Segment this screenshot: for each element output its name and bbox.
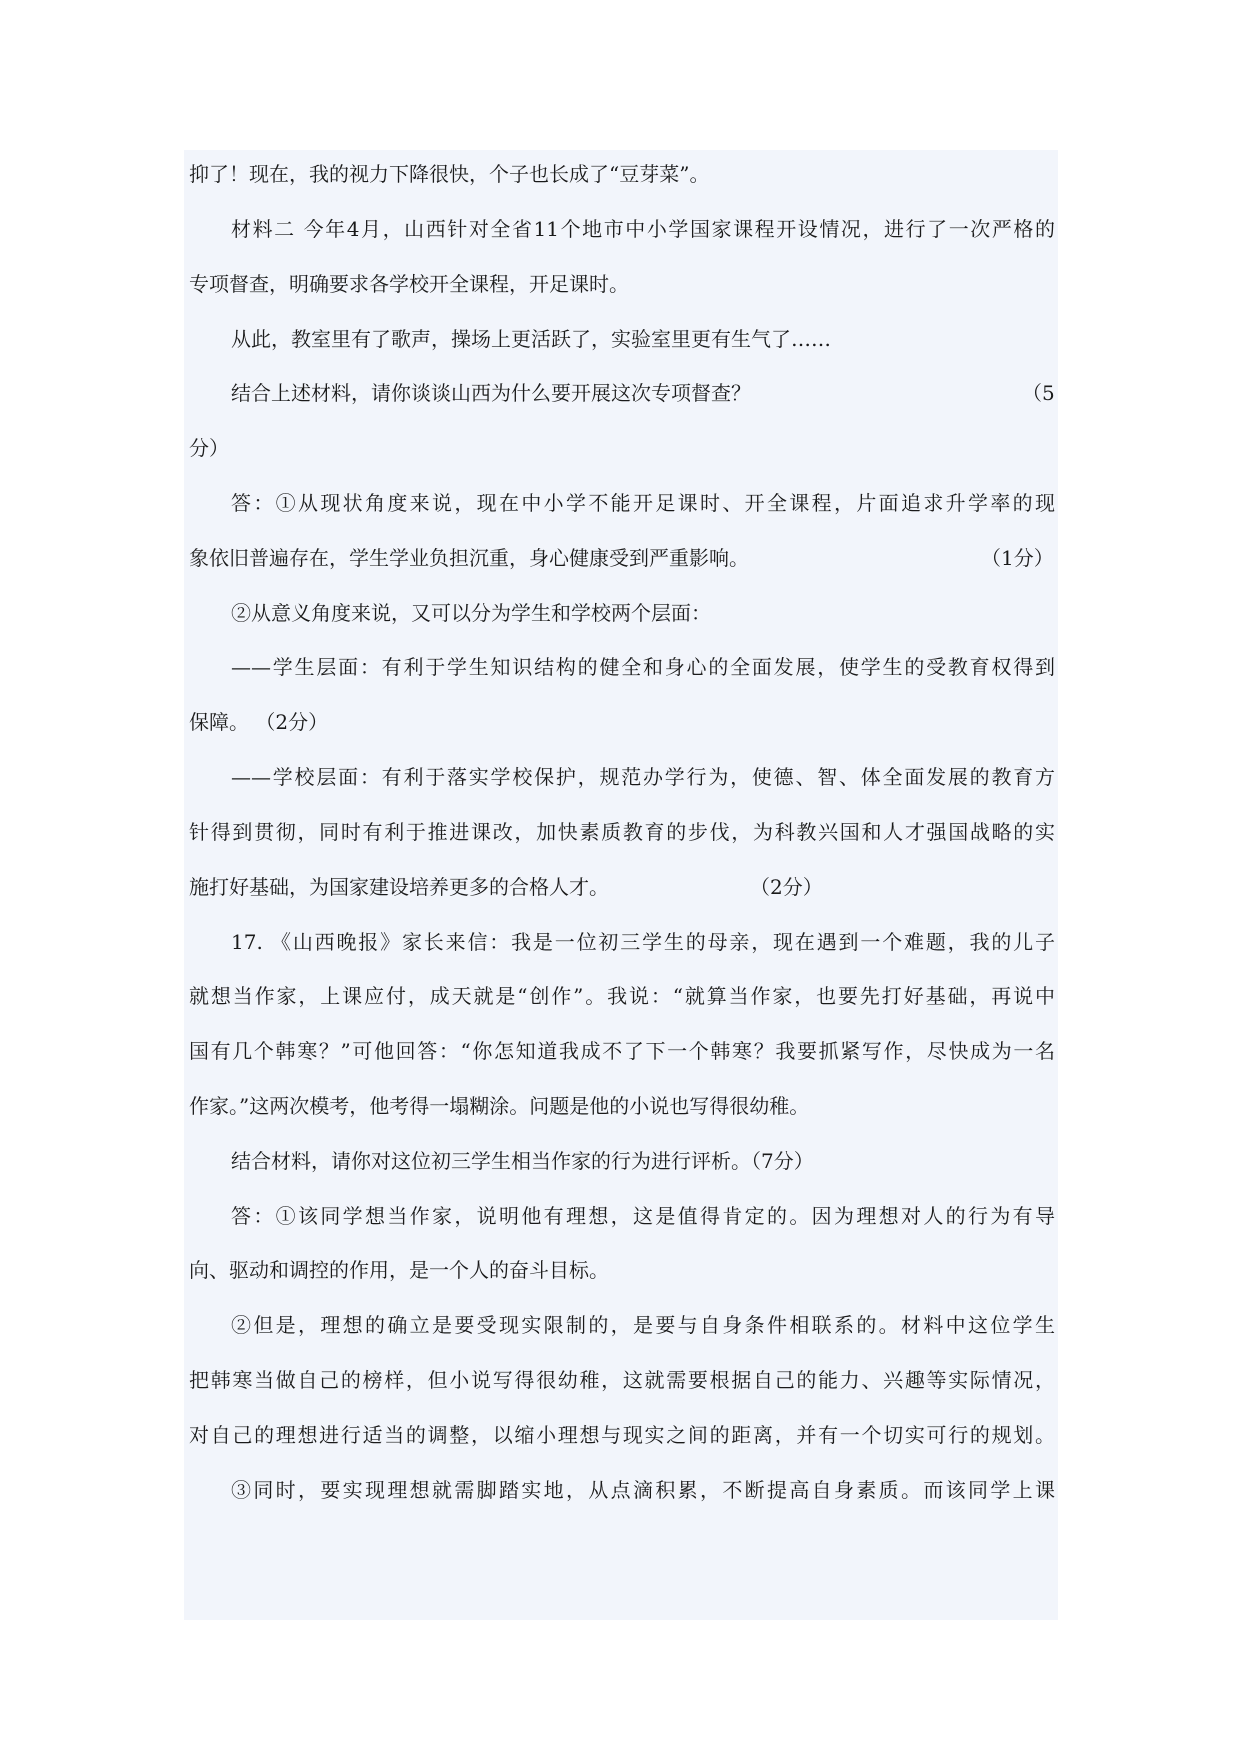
answer-line: 答：①该同学想当作家，说明他有理想，这是值得肯定的。因为理想对人的行为有导 <box>231 1204 1055 1228</box>
question-line: 国有几个韩寒？”可他回答：“你怎知道我成不了下一个韩寒？我要抓紧写作，尽快成为一名 <box>189 1039 1055 1063</box>
question-line: 作家。”这两次模考，他考得一塌糊涂。问题是他的小说也写得很幼稚。 <box>189 1094 810 1118</box>
text-line: 抑了！现在，我的视力下降很快，个子也长成了“豆芽菜”。 <box>189 162 710 186</box>
question-line: 结合上述材料，请你谈谈山西为什么要开展这次专项督查？ <box>231 381 751 405</box>
score-label: （5 <box>1022 381 1055 405</box>
answer-line: 保障。 （2分） <box>189 710 329 734</box>
answer-line: 象依旧普遍存在，学生学业负担沉重，身心健康受到严重影响。 <box>189 546 749 570</box>
text-line: 从此，教室里有了歌声，操场上更活跃了，实验室里更有生气了…… <box>231 327 831 351</box>
question-line: 结合材料，请你对这位初三学生相当作家的行为进行评析。（7分） <box>231 1149 814 1173</box>
question-line: 17. 《山西晚报》家长来信：我是一位初三学生的母亲，现在遇到一个难题，我的儿子 <box>231 930 1055 954</box>
score-label: （2分） <box>750 875 823 899</box>
text-line: 材料二 今年4月，山西针对全省11个地市中小学国家课程开设情况，进行了一次严格的 <box>231 217 1055 241</box>
answer-line: ——学校层面：有利于落实学校保护，规范办学行为，使德、智、体全面发展的教育方 <box>231 765 1055 789</box>
answer-line: ③同时，要实现理想就需脚踏实地，从点滴积累，不断提高自身素质。而该同学上课 <box>231 1478 1055 1502</box>
answer-line: 向、驱动和调控的作用，是一个人的奋斗目标。 <box>189 1258 609 1282</box>
answer-line: 施打好基础，为国家建设培养更多的合格人才。 <box>189 875 609 899</box>
answer-line: ②但是，理想的确立是要受现实限制的，是要与自身条件相联系的。材料中这位学生 <box>231 1313 1055 1337</box>
answer-line: 对自己的理想进行适当的调整，以缩小理想与现实之间的距离，并有一个切实可行的规划。 <box>189 1423 1055 1447</box>
text-line: 专项督查，明确要求各学校开全课程，开足课时。 <box>189 272 629 296</box>
text-line: 分） <box>189 436 229 460</box>
answer-line: ②从意义角度来说，又可以分为学生和学校两个层面： <box>231 601 711 625</box>
score-label: （1分） <box>981 546 1054 570</box>
question-line: 就想当作家，上课应付，成天就是“创作”。我说：“就算当作家，也要先打好基础，再说中 <box>189 984 1055 1008</box>
answer-line: 针得到贯彻，同时有利于推进课改，加快素质教育的步伐，为科教兴国和人才强国战略的实 <box>189 820 1055 844</box>
answer-line: ——学生层面：有利于学生知识结构的健全和身心的全面发展，使学生的受教育权得到 <box>231 655 1055 679</box>
answer-line: 答：①从现状角度来说，现在中小学不能开足课时、开全课程，片面追求升学率的现 <box>231 491 1055 515</box>
answer-line: 把韩寒当做自己的榜样，但小说写得很幼稚，这就需要根据自己的能力、兴趣等实际情况， <box>189 1368 1055 1392</box>
